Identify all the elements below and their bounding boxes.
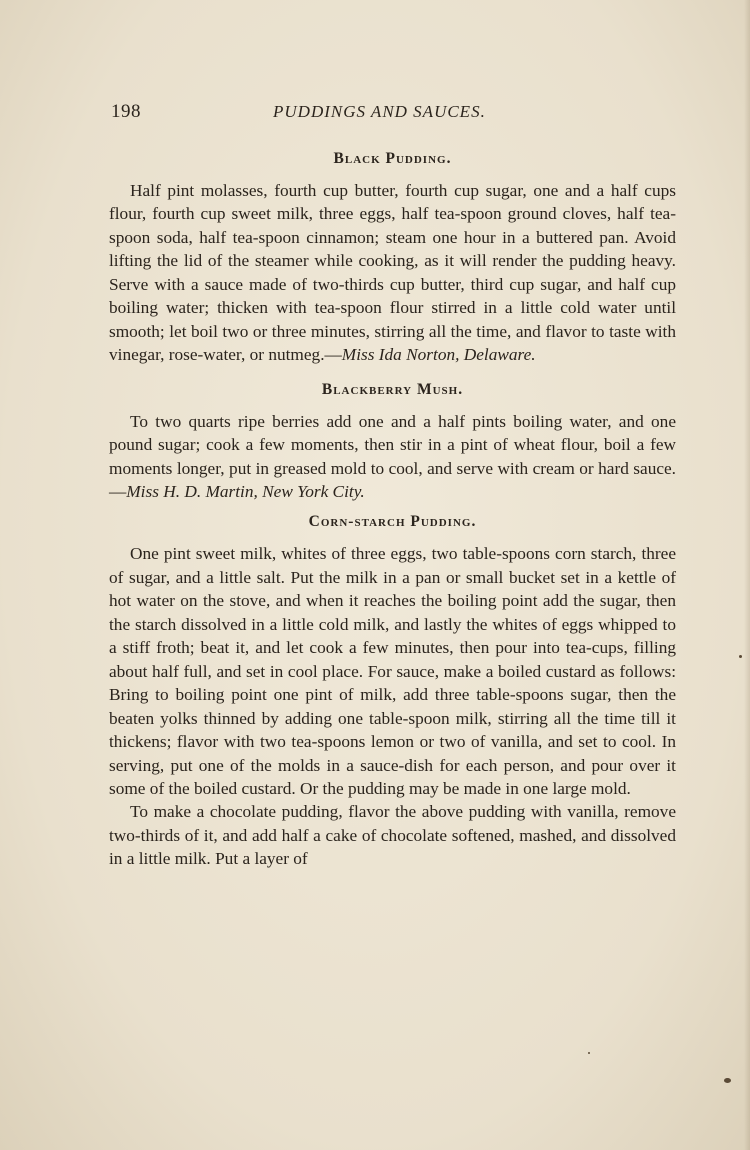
recipe-text: To two quarts ripe berries add one and a half pints boiling water, and one pound sugar; cook a few moments, then stir in a pint of wheat flour, boil a few moments longer, put in greased mold to cool, and serve with cream or hard sauce.— — [109, 411, 676, 501]
recipe-signature: Miss H. D. Martin, New York City. — [126, 481, 365, 501]
recipe-title-corn-starch-pudding: Corn-starch Pudding. — [308, 513, 477, 531]
recipe-signature: Miss Ida Norton, Delaware. — [341, 345, 536, 365]
recipe-body-black-pudding — [109, 179, 676, 367]
recipe-body-chocolate-variation: To make a chocolate pudding, flavor the above pudding with vanilla, remove two-thirds of it, and add half a cake of chocolate softened, mashed, and dissolved in a little milk. Put a layer of — [109, 802, 676, 869]
paper-speck — [588, 1052, 590, 1054]
paper-speck — [739, 655, 742, 658]
running-head: PUDDINGS AND SAUCES. — [273, 102, 486, 121]
page-number: 198 — [111, 101, 141, 122]
recipe-title-blackberry-mush: Blackberry Mush. — [321, 380, 464, 398]
page-header — [111, 101, 677, 127]
recipe-body-corn-starch-pudding: One pint sweet milk, whites of three eggs, two table-spoons corn starch, three of sugar, and a little salt. Put the milk in a pan or small bucket set in a kettle of hot water on the stove, and when it reaches the boiling point add the sugar, then the starch dissolved in a little cold milk, and lastly the whites of eggs whipped to a stiff froth; beat it, and let cook a few minutes, then pour into tea-cups, filling about half full, and set in cool place. For sauce, make a boiled custard as follows: Bring to boiling point one pint of milk, add three table-spoons sugar, then the beaten yolks thinned by adding one table-spoon milk, stirring all the time till it thickens; flavor with two tea-spoons lemon or two of vanilla, and set to cool. In serving, put one of the molds in a sauce-dish for each person, and pour over it some of the boiled custard. Or the pudding may be made in one large mold. — [109, 544, 676, 798]
paper-speck — [724, 1078, 731, 1083]
recipe-body-blackberry-mush — [109, 410, 676, 504]
recipe-title-black-pudding: Black Pudding. — [333, 150, 452, 167]
recipe-text: Half pint molasses, fourth cup butter, fourth cup sugar, one and a half cups flour, fourth cup sweet milk, three eggs, half tea-spoon ground cloves, half tea-spoon soda, half tea-spoon cinnamon; steam one hour in a buttered pan. Avoid lifting the lid of the steamer while cooking, as it will render the pudding heavy. Serve with a sauce made of two-thirds cup butter, third cup sugar, and half cup boiling water; thicken with tea-spoon flour stirred in a little cold water until smooth; let boil two or three minutes, stirring all the time, and flavor to taste with vinegar, rose-water, or nutmeg.— — [109, 181, 676, 365]
page-content — [109, 144, 676, 871]
page-edge-shadow — [744, 0, 750, 1150]
